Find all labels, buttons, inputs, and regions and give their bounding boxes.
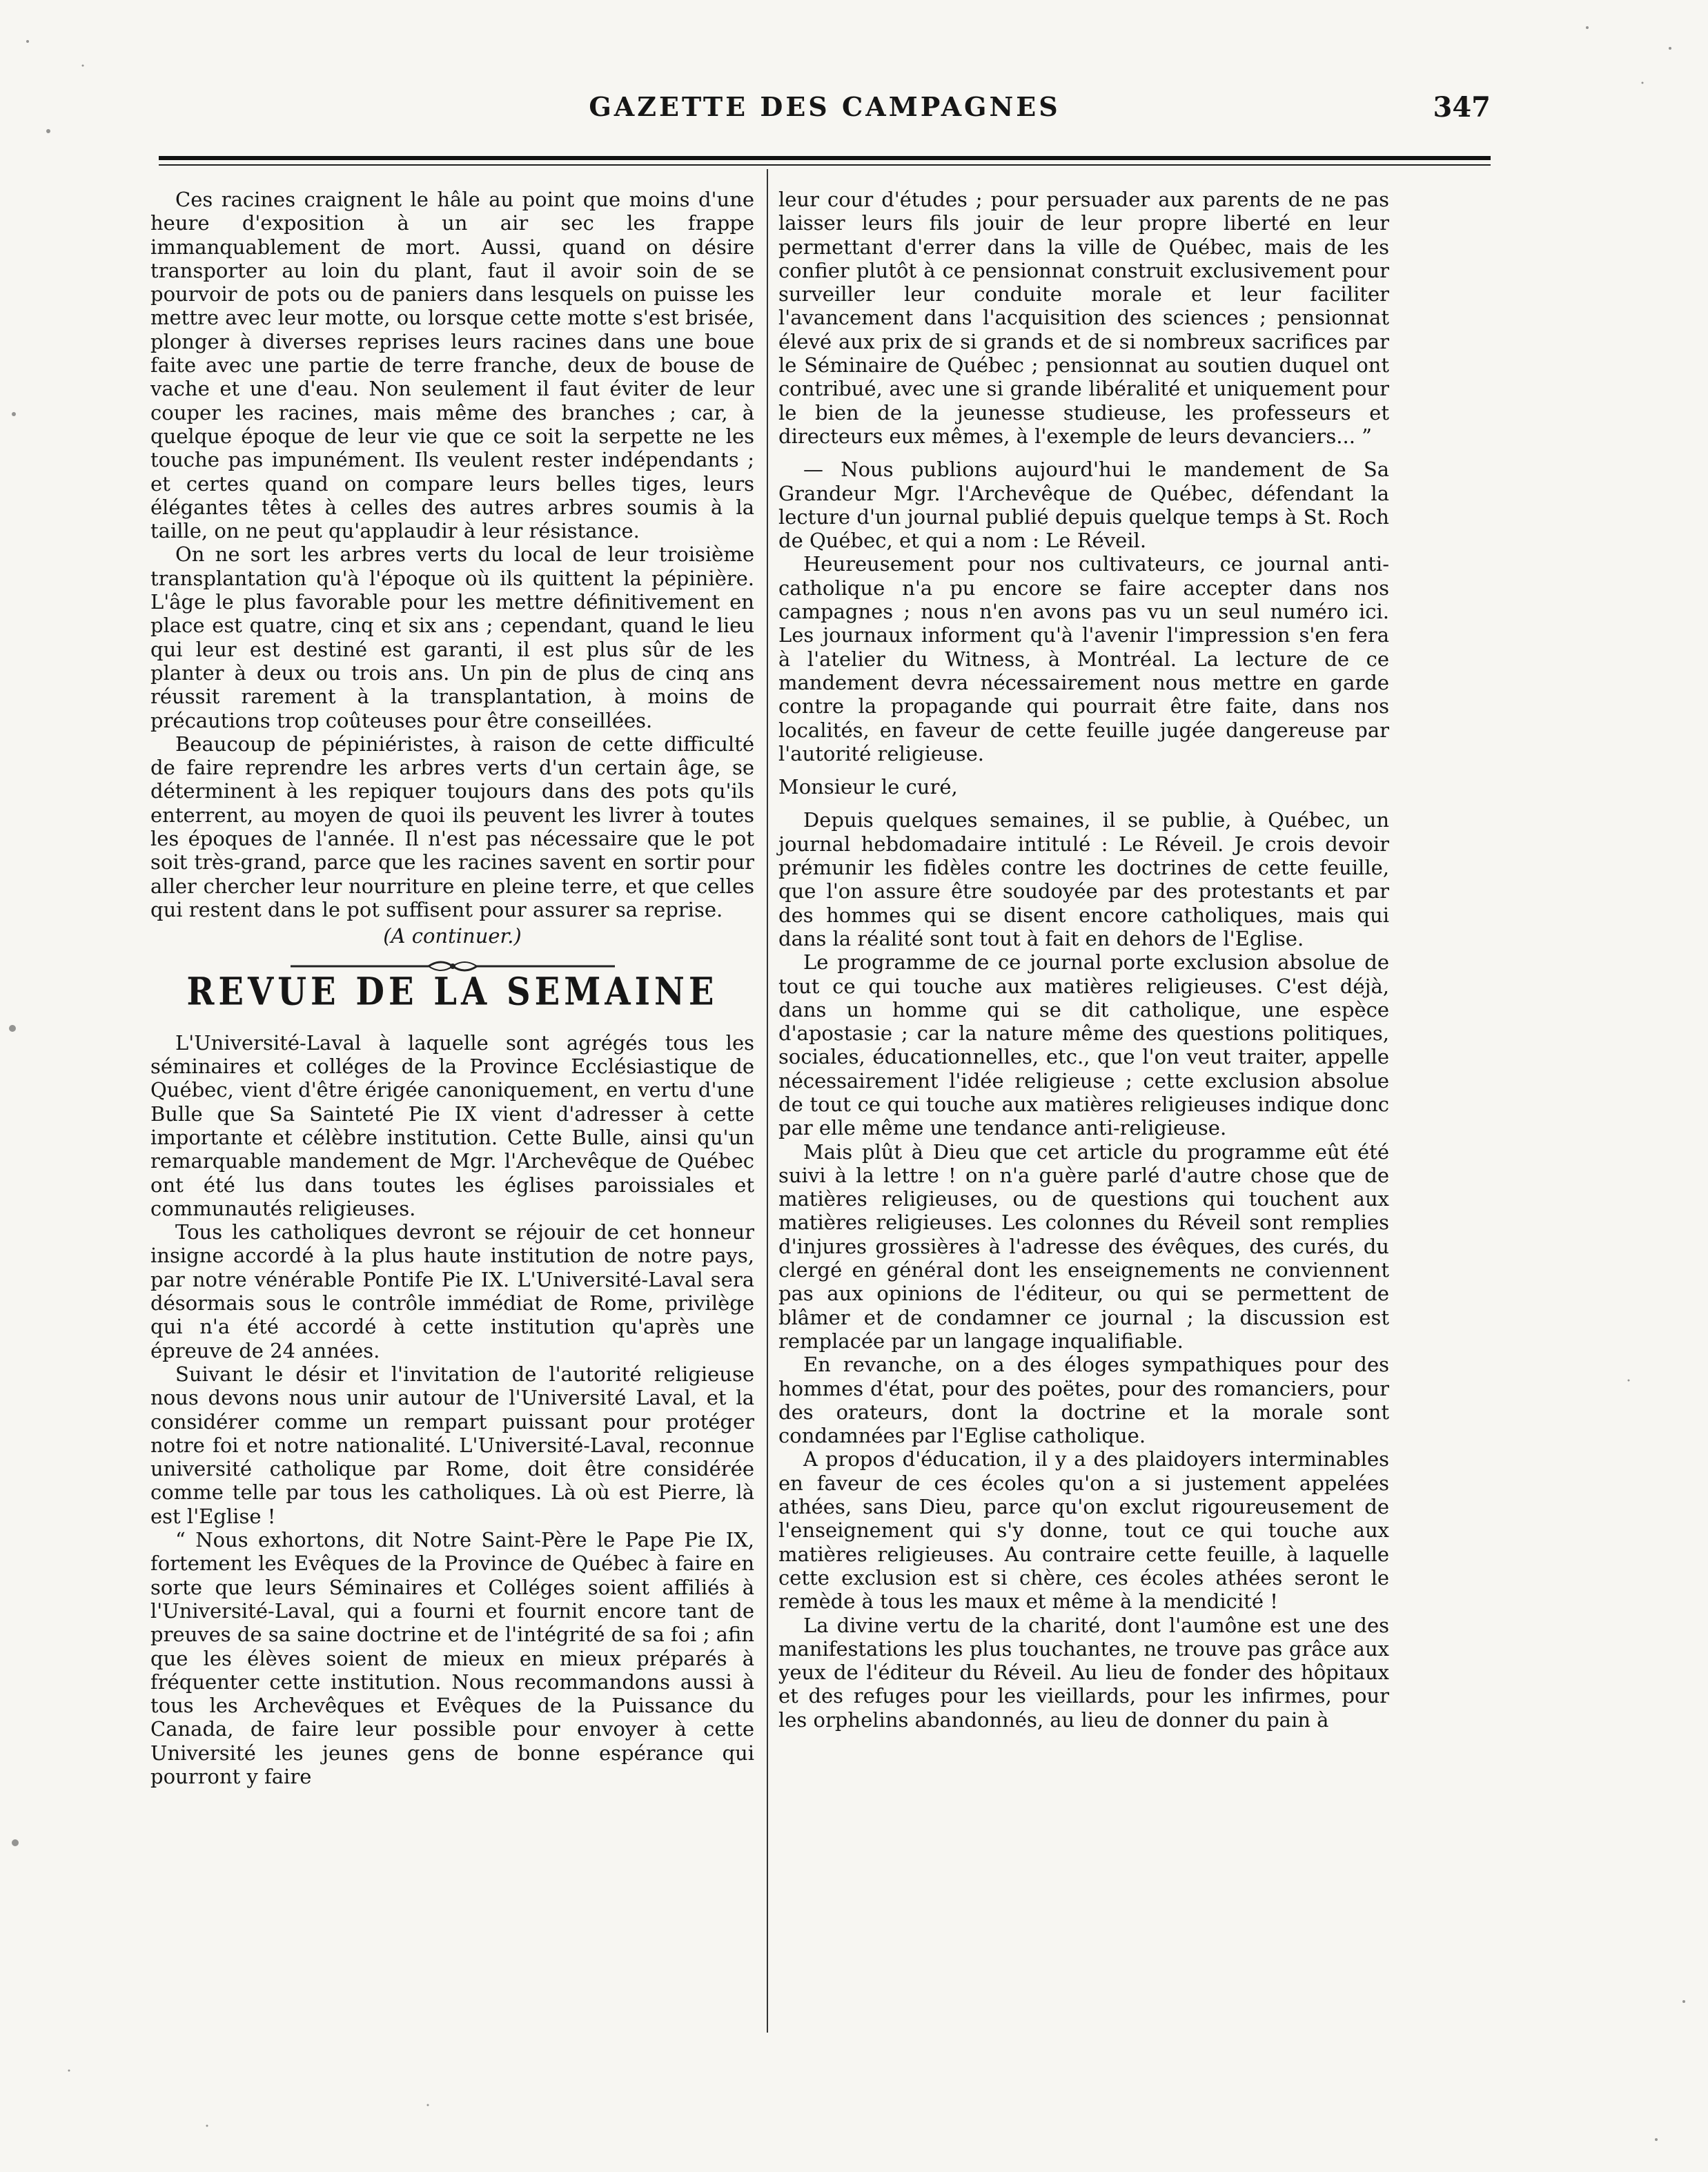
- article-paragraph: Suivant le désir et l'invitation de l'autorité religieuse nous devons nous unir autour de l'Université Laval, et la considérer comme un rempart puissant pour protéger notre foi et notre nationalité. L'Université-Laval, reconnue université catholique par Rome, doit être considérée comme telle par tous les catholiques. Là où est Pierre, là est l'Eglise !: [150, 1362, 754, 1528]
- article-paragraph: Tous les catholiques devront se réjouir de cet honneur insigne accordé à la plus haute institution de notre pays, par notre vénérable Pontife Pie IX. L'Université-Laval sera désormais sous le contrôle immédiat de Rome, privilège qui n'a été accordé à cette institution qu'après une épreuve de 24 années.: [150, 1220, 754, 1362]
- page-number: 347: [1433, 91, 1491, 124]
- article-paragraph: Heureusement pour nos cultivateurs, ce journal anti-catholique n'a pu encore se faire accepter dans nos campagnes ; nous n'en avons pas vu un seul numéro ici. Les journaux informent qu'à l'avenir l'impression s'en fera à l'atelier du Witness, à Montréal. La lecture de ce mandement devra nécessairement nous mettre en garde contre la propagande qui pourrait être faite, dans nos localités, en faveur de cette feuille jugée dangereuse par l'autorité religieuse.: [778, 552, 1389, 765]
- article-paragraph: leur cour d'études ; pour persuader aux parents de ne pas laisser leurs fils jouir de leur propre liberté en leur permettant d'errer dans la ville de Québec, mais de les confier plutôt à ce pensionnat construit exclusivement pour surveiller leur conduite morale et leur faciliter l'avancement dans l'acquisition des sciences ; pensionnat élevé aux prix de si grands et de si nombreux sacrifices par le Séminaire de Québec ; pensionnat au soutien duquel ont contribué, avec une si grande libéralité et uniquement pour le bien de la jeunesse studieuse, les professeurs et directeurs eux mêmes, à l'exemple de leurs devanciers... ”: [778, 188, 1389, 448]
- article-paragraph: Beaucoup de pépiniéristes, à raison de cette difficulté de faire reprendre les arbres verts d'un certain âge, se déterminent à les repiquer toujours dans des pots qu'ils enterrent, au moyen de quoi ils peuvent les livrer à toutes les époques de l'année. Il n'est pas nécessaire que le pot soit très-grand, parce que les racines savent en sortir pour aller chercher leur nourriture en pleine terre, et que celles qui restent dans le pot suffisent pour assurer sa reprise.: [150, 732, 754, 921]
- continue-note: (A continuer.): [383, 924, 522, 948]
- article-paragraph: Mais plût à Dieu que cet article du programme eût été suivi à la lettre ! on n'a guère parlé d'autre chose que de matières religieuses, ou de questions qui touchent aux matières religieuses. Les colonnes du Réveil sont remplies d'injures grossières à l'adresse des évêques, des curés, du clergé en général dont les enseignements ne conviennent pas aux opinions de l'éditeur, ou qui se permettent de blâmer et de condamner ce journal ; la discussion est remplacée par un langage inqualifiable.: [778, 1139, 1389, 1353]
- article-paragraph: — Nous publions aujourd'hui le mandement de Sa Grandeur Mgr. l'Archevêque de Québec, défendant la lecture d'un journal publié depuis quelque temps à St. Roch de Québec, et qui a nom : Le Réveil.: [778, 458, 1389, 553]
- article-paragraph: Le programme de ce journal porte exclusion absolue de tout ce qui touche aux matières religieuses. C'est déjà, dans un homme qui se dit catholique, une espèce d'apostasie ; car la nature même des questions politiques, sociales, éducationnelles, etc., que l'on veut traiter, appelle nécessairement l'idée religieuse ; cette exclusion absolue de tout ce qui touche aux matières religieuses indique donc par elle même une tendance anti-religieuse.: [778, 950, 1389, 1140]
- letter-salutation: Monsieur le curé,: [778, 775, 958, 799]
- article-paragraph: En revanche, on a des éloges sympathiques pour des hommes d'état, pour des poëtes, pour des romanciers, pour des orateurs, dont la doctrine et la morale sont condamnées par l'Eglise catholique.: [778, 1353, 1389, 1448]
- article-paragraph: Depuis quelques semaines, il se publie, à Québec, un journal hebdomadaire intitulé : Le Réveil. Je crois devoir prémunir les fidèles contre les doctrines de cette feuille, que l'on assure être soudoyée par des protestants et par des hommes qui se disent encore catholiques, mais qui dans la réalité sont tout à fait en dehors de l'Eglise.: [778, 808, 1389, 950]
- article-paragraph: “ Nous exhortons, dit Notre Saint-Père le Pape Pie IX, fortement les Evêques de la Province de Québec à faire en sorte que leurs Séminaires et Colléges soient affiliés à l'Université-Laval, qui a fourni et fournit encore tant de preuves de sa saine doctrine et de l'intégrité de sa foi ; afin que les élèves soient de mieux en mieux préparés à fréquenter cette institution. Nous recommandons aussi à tous les Archevêques et Evêques de la Puissance du Canada, de faire leur possible pour envoyer à cette Université les jeunes gens de bonne espérance qui pourront y faire: [150, 1528, 754, 1788]
- article-paragraph: L'Université-Laval à laquelle sont agrégés tous les séminaires et colléges de la Province Ecclésiastique de Québec, vient d'être érigée canoniquement, en vertu d'une Bulle que Sa Sainteté Pie IX vient d'adresser à cette importante et célèbre institution. Cette Bulle, ainsi qu'un remarquable mandement de Mgr. l'Archevêque de Québec ont été lus dans toutes les églises paroissiales et communautés religieuses.: [150, 1030, 754, 1220]
- article-paragraph: Ces racines craignent le hâle au point que moins d'une heure d'exposition à un air sec les frappe immanquablement de mort. Aussi, quand on désire transporter au loin du plant, faut il avoir soin de se pourvoir de pots ou de paniers dans lesquels on puisse les mettre avec leur motte, ou lorsque cette motte s'est brisée, plonger à diverses reprises leurs racines dans une boue faite avec une partie de terre franche, deux de bouse de vache et une d'eau. Non seulement il faut éviter de leur couper les racines, mais même des branches ; car, à quelque époque de leur vie que ce soit la serpette ne les touche pas impunément. Ils veulent rester indépendants ; et certes quand on compare leurs belles tiges, leurs élégantes têtes à celles des autres arbres soumis à la taille, on ne peut qu'applaudir à leur résistance.: [150, 188, 754, 543]
- article-paragraph: A propos d'éducation, il y a des plaidoyers interminables en faveur de ces écoles qu'on a si justement appelées athées, sans Dieu, parce qu'on exclut rigoureusement de l'enseignement qui s'y donne, tout ce qui touche aux matières religieuses. Au contraire cette feuille, à laquelle cette exclusion est si chère, ces écoles athées seront le remède à tous les maux et même à la mendicité !: [778, 1447, 1389, 1614]
- article-paragraph: La divine vertu de la charité, dont l'aumône est une des manifestations les plus touchantes, ne trouve pas grâce aux yeux de l'éditeur du Réveil. Au lieu de fonder des hôpitaux et des refuges pour les vieillards, pour les infirmes, pour les orphelins abandonnés, au lieu de donner du pain à: [778, 1613, 1389, 1732]
- section-title: REVUE DE LA SEMAINE: [186, 969, 718, 1014]
- newspaper-title: GAZETTE DES CAMPAGNES: [589, 91, 1061, 122]
- article-paragraph: On ne sort les arbres verts du local de leur troisième transplantation qu'à l'époque où ils quittent la pépinière. L'âge le plus favorable pour les mettre définitivement en place est quatre, cinq et six ans ; cependant, quand le lieu qui leur est destiné est garanti, il est plus sûr de les planter à deux ou trois ans. Un pin de plus de cinq ans réussit rarement à la transplantation, à moins de précautions trop coûteuses pour être conseillées.: [150, 542, 754, 732]
